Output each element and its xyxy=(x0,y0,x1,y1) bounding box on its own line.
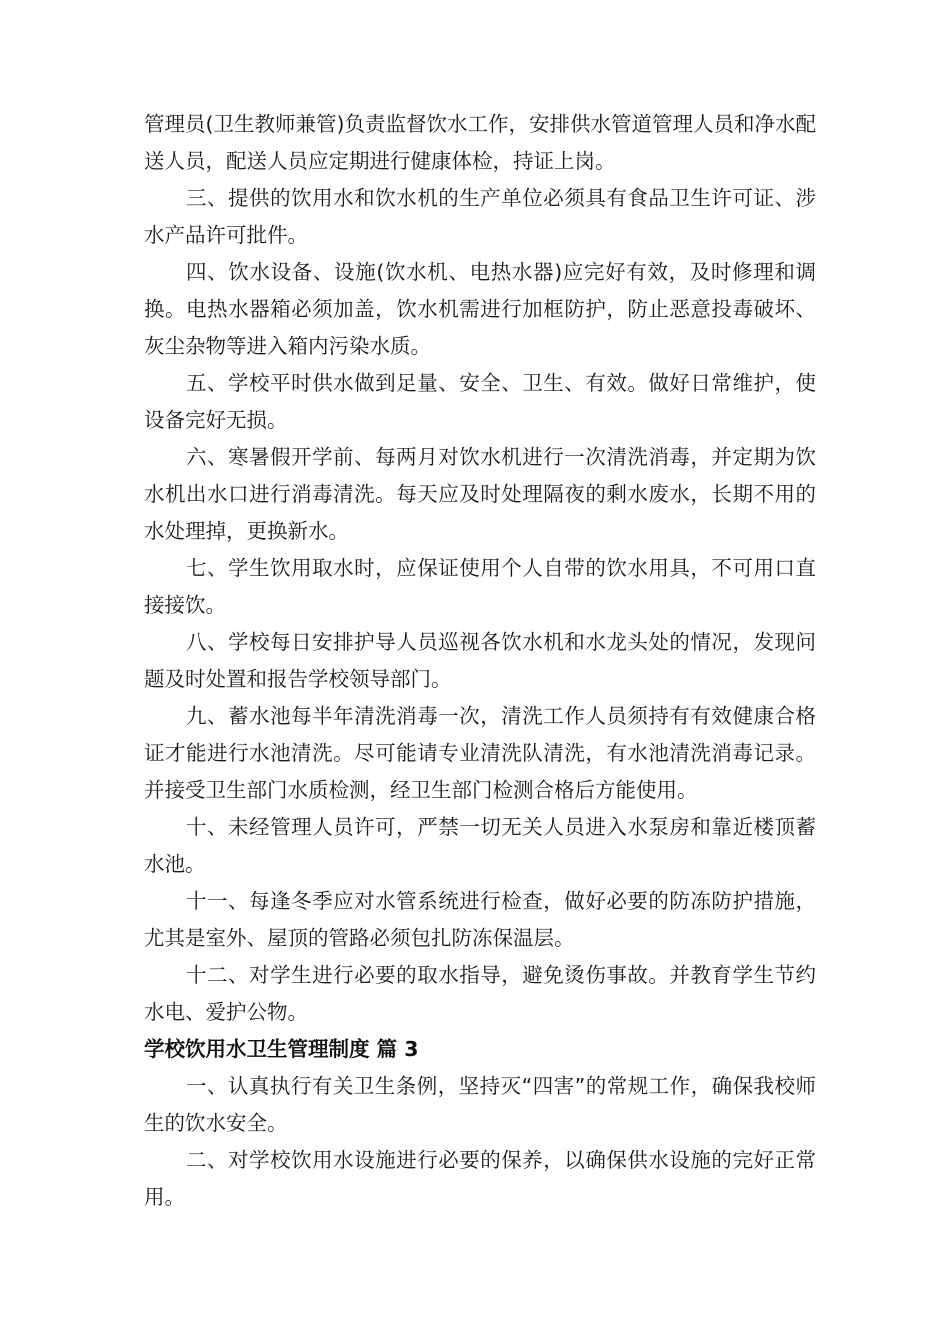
document-body xyxy=(144,106,816,1216)
paragraph-section3-item-1: 一、认真执行有关卫生条例，坚持灭“四害”的常规工作，确保我校师生的饮水安全。 xyxy=(144,1074,816,1135)
paragraph-item-12: 十二、对学生进行必要的取水指导，避免烫伤事故。并教育学生节约水电、爱护公物。 xyxy=(144,963,816,1024)
paragraph-item-8: 八、学校每日安排护导人员巡视各饮水机和水龙头处的情况，发现问题及时处置和报告学校领导部门。 xyxy=(144,630,816,691)
paragraph-item-6: 六、寒暑假开学前、每两月对饮水机进行一次清洗消毒，并定期为饮水机出水口进行消毒清洗。每天应及时处理隔夜的剩水废水，长期不用的水处理掉，更换新水。 xyxy=(144,445,816,543)
paragraph-continued: 管理员(卫生教师兼管)负责监督饮水工作，安排供水管道管理人员和净水配送人员，配送人员应定期进行健康体检，持证上岗。 xyxy=(144,112,816,173)
paragraph-item-4: 四、饮水设备、设施(饮水机、电热水器)应完好有效，及时修理和调换。电热水器箱必须加盖，饮水机需进行加框防护，防止恶意投毒破坏、灰尘杂物等进入箱内污染水质。 xyxy=(144,260,816,358)
paragraph-item-3: 三、提供的饮用水和饮水机的生产单位必须具有食品卫生许可证、涉水产品许可批件。 xyxy=(144,186,816,247)
section-heading: 学校饮用水卫生管理制度 篇 3 xyxy=(144,1037,419,1061)
paragraph-item-7: 七、学生饮用取水时，应保证使用个人自带的饮水用具，不可用口直接接饮。 xyxy=(144,556,816,617)
paragraph-item-10: 十、未经管理人员许可，严禁一切无关人员进入水泵房和靠近楼顶蓄水池。 xyxy=(144,815,816,876)
paragraph-section3-item-2: 二、对学校饮用水设施进行必要的保养，以确保供水设施的完好正常用。 xyxy=(144,1148,816,1209)
paragraph-item-11: 十一、每逢冬季应对水管系统进行检查，做好必要的防冻防护措施，尤其是室外、屋顶的管路必须包扎防冻保温层。 xyxy=(144,889,816,950)
paragraph-item-5: 五、学校平时供水做到足量、安全、卫生、有效。做好日常维护，使设备完好无损。 xyxy=(144,371,816,432)
paragraph-item-9: 九、蓄水池每半年清洗消毒一次，清洗工作人员须持有有效健康合格证才能进行水池清洗。尽可能请专业清洗队清洗，有水池清洗消毒记录。并接受卫生部门水质检测，经卫生部门检测合格后方能使用。 xyxy=(144,704,816,802)
